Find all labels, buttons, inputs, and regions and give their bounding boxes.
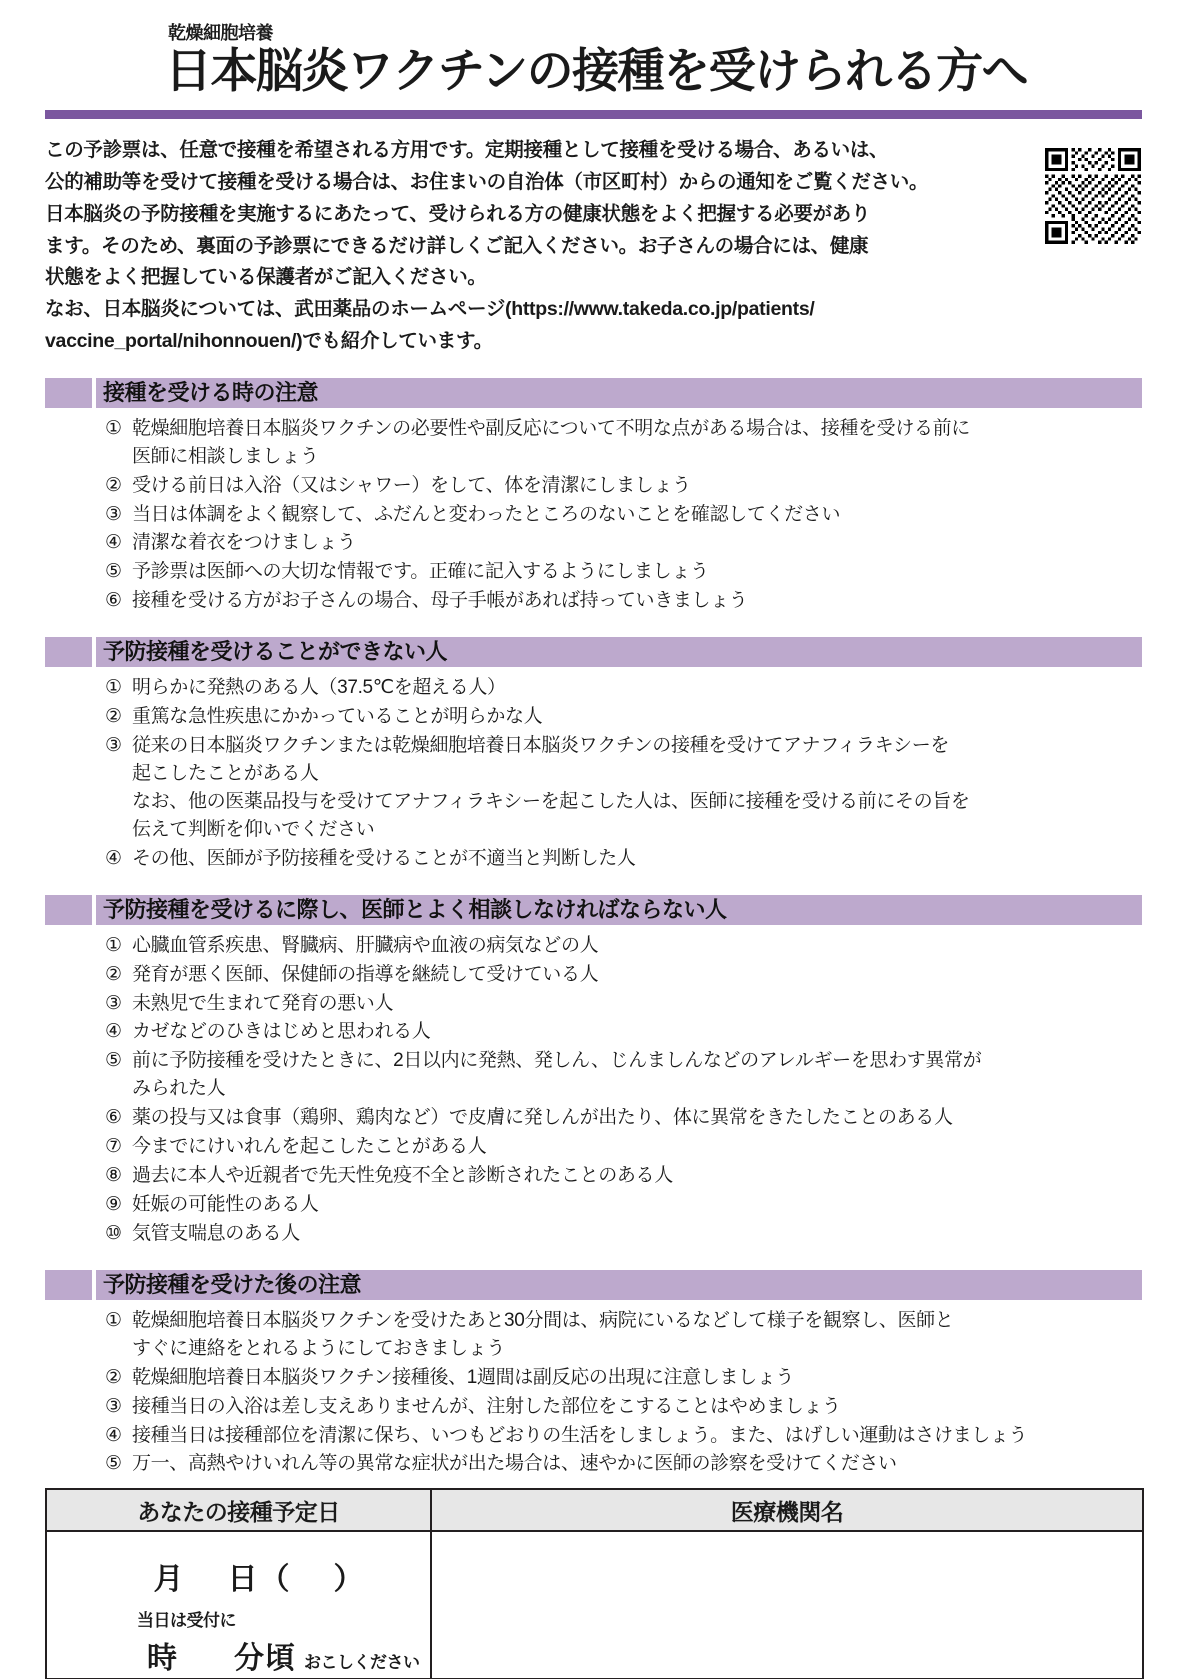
hour-label: 時 <box>147 1642 178 1675</box>
list-item-line: 乾燥細胞培養日本脳炎ワクチンの必要性や副反応について不明な点がある場合は、接種を受ける前に <box>132 417 970 439</box>
list-item <box>105 1393 1142 1421</box>
month-label: 月 <box>153 1563 186 1596</box>
section-item-list <box>45 408 1142 615</box>
list-item-line: なお、他の医薬品投与を受けてアナフィラキシーを起こした人は、医師に接種を受ける前にその旨を <box>132 790 970 812</box>
list-item-line: 気管支喘息のある人 <box>132 1222 300 1244</box>
list-item <box>105 587 1142 615</box>
list-item-line: すぐに連絡をとれるようにしておきましょう <box>132 1337 506 1359</box>
section <box>45 895 1142 1248</box>
list-item-number: ⑦ <box>105 1136 122 1158</box>
list-item-number: ③ <box>105 1395 122 1417</box>
list-item-text <box>132 587 1142 615</box>
clinic-name-cell[interactable] <box>431 1531 1143 1679</box>
schedule-table <box>45 1488 1144 1679</box>
list-item-text <box>132 1307 1142 1363</box>
section-header-bar <box>45 1270 1142 1300</box>
list-item-line: みられた人 <box>132 1078 226 1100</box>
time-entry-line[interactable] <box>47 1631 430 1677</box>
list-item-number: ④ <box>105 1424 122 1446</box>
list-item-text <box>132 732 1142 844</box>
list-item-line: 接種を受ける方がお子さんの場合、母子手帳があれば持っていきましょう <box>132 590 748 612</box>
list-item-text <box>132 1162 1142 1190</box>
intro-block <box>0 119 1187 357</box>
list-item-line: 起こしたことがある人 <box>132 763 319 784</box>
column-header-clinic-name: 医療機関名 <box>431 1489 1143 1531</box>
list-item-text <box>132 845 1142 873</box>
list-item-text <box>132 1220 1142 1248</box>
list-item <box>105 732 1142 844</box>
list-item-text <box>132 501 1142 529</box>
list-item <box>105 1018 1142 1046</box>
table-body-row <box>46 1531 1143 1679</box>
list-item <box>105 932 1142 960</box>
list-item-line: 受ける前日は入浴（又はシャワー）をして、体を清潔にしましょう <box>132 474 691 496</box>
list-item-line: 予診票は医師への大切な情報です。正確に記入するようにしましょう <box>132 561 709 583</box>
list-item-number: ⑤ <box>105 1050 122 1072</box>
list-item <box>105 1364 1142 1392</box>
intro-line: ます。そのため、裏面の予診票にできるだけ詳しくご記入ください。お子さんの場合には、健康 <box>45 234 869 257</box>
section-header-bar <box>45 895 1142 925</box>
header-divider-rule <box>45 110 1142 119</box>
list-item-line: 今までにけいれんを起こしたことがある人 <box>132 1136 487 1158</box>
list-item-number: ⑥ <box>105 590 122 612</box>
list-item-text <box>132 1450 1142 1478</box>
list-item <box>105 1191 1142 1219</box>
list-item-line: 未熟児で生まれて発育の悪い人 <box>132 992 394 1014</box>
section-swatch <box>45 378 92 408</box>
section-item-list <box>45 925 1142 1248</box>
list-item-line: 当日は体調をよく観察して、ふだんと変わったところのないことを確認してください <box>132 503 841 525</box>
list-item-line: 重篤な急性疾患にかかっていることが明らかな人 <box>132 706 543 728</box>
section-header-bar <box>45 637 1142 667</box>
list-item-line: 妊娠の可能性のある人 <box>132 1193 319 1215</box>
section-item-list <box>45 1300 1142 1479</box>
list-item <box>105 529 1142 557</box>
section <box>45 637 1142 872</box>
list-item-line: 心臓血管系疾患、腎臓病、肝臓病や血液の病気などの人 <box>132 934 599 956</box>
list-item-text <box>132 1422 1142 1450</box>
list-item-number: ② <box>105 1366 122 1388</box>
minute-label: 分頃 <box>234 1642 296 1675</box>
section-header-bar <box>45 378 1142 408</box>
section-title: 予防接種を受けるに際し、医師とよく相談しなければならない人 <box>92 895 733 925</box>
page-header <box>0 0 1187 119</box>
list-item-line: 接種当日は接種部位を清潔に保ち、いつもどおりの生活をしましょう。また、はげしい運動はさけましょう <box>132 1424 1028 1446</box>
list-item-line: 乾燥細胞培養日本脳炎ワクチン接種後、1週間は副反応の出現に注意しましょう <box>132 1366 795 1388</box>
list-item-text <box>132 961 1142 989</box>
list-item-text <box>132 415 1142 471</box>
list-item-text <box>132 1047 1142 1103</box>
list-item-number: ② <box>105 706 122 728</box>
list-item-number: ⑥ <box>105 1107 122 1129</box>
list-item <box>105 1104 1142 1132</box>
intro-line: 状態をよく把握している保護者がご記入ください。 <box>45 266 487 289</box>
appointment-date-cell[interactable] <box>46 1531 431 1679</box>
list-item-line: 医師に相談しましょう <box>132 445 319 467</box>
list-item-text <box>132 1104 1142 1132</box>
list-item-line: 発育が悪く医師、保健師の指導を継続して受けている人 <box>132 963 599 985</box>
section-swatch <box>45 1270 92 1300</box>
list-item-line: 従来の日本脳炎ワクチンまたは乾燥細胞培養日本脳炎ワクチンの接種を受けてアナフィラキシーを <box>132 735 949 757</box>
list-item <box>105 674 1142 702</box>
list-item-number: ⑤ <box>105 1453 122 1475</box>
list-item-number: ⑤ <box>105 561 122 583</box>
list-item-text <box>132 529 1142 557</box>
list-item-number: ① <box>105 1309 122 1331</box>
list-item-text <box>132 674 1142 702</box>
date-entry-line[interactable] <box>47 1532 430 1598</box>
list-item-number: ⑩ <box>105 1222 122 1244</box>
list-item-text <box>132 932 1142 960</box>
list-item-number: ① <box>105 934 122 956</box>
list-item-text <box>132 1133 1142 1161</box>
list-item-number: ① <box>105 417 122 439</box>
intro-line: 公的補助等を受けて接種を受ける場合は、お住まいの自治体（市区町村）からの通知をご覧ください。 <box>45 171 929 194</box>
intro-line: この予診票は、任意で接種を希望される方用です。定期接種として接種を受ける場合、あるいは、 <box>45 139 889 162</box>
list-item-line: 前に予防接種を受けたときに、2日以内に発熱、発しん、じんましんなどのアレルギーを思わす異常が <box>132 1050 982 1072</box>
section-swatch <box>45 895 92 925</box>
section <box>45 1270 1142 1479</box>
list-item <box>105 845 1142 873</box>
list-item-text <box>132 1364 1142 1392</box>
list-item <box>105 501 1142 529</box>
qr-code <box>1045 148 1141 244</box>
section <box>45 378 1142 615</box>
list-item-text <box>132 990 1142 1018</box>
section-swatch <box>45 637 92 667</box>
list-item-line: 乾燥細胞培養日本脳炎ワクチンを受けたあと30分間は、病院にいるなどして様子を観察し、医師と <box>132 1309 954 1331</box>
list-item-number: ① <box>105 677 122 699</box>
list-item-text <box>132 1393 1142 1421</box>
list-item-number: ④ <box>105 1021 122 1043</box>
section-title: 予防接種を受けることができない人 <box>92 637 453 667</box>
list-item-line: 薬の投与又は食事（鶏卵、鶏肉など）で皮膚に発しんが出たり、体に異常をきたしたことのある人 <box>132 1107 953 1129</box>
list-item <box>105 415 1142 471</box>
list-item-text <box>132 558 1142 586</box>
list-item <box>105 1162 1142 1190</box>
list-item-line: 伝えて判断を仰いでください <box>132 818 375 840</box>
table-header-row <box>46 1489 1143 1531</box>
list-item-number: ③ <box>105 992 122 1014</box>
section-item-list <box>45 667 1142 872</box>
day-close-paren: ） <box>333 1563 366 1596</box>
list-item-number: ② <box>105 963 122 985</box>
list-item-text <box>132 1018 1142 1046</box>
please-come-label: おこしください <box>304 1653 420 1672</box>
page-title: 日本脳炎ワクチンの接種を受けられる方へ <box>165 43 1028 97</box>
list-item <box>105 1220 1142 1248</box>
schedule-table-wrap <box>0 1488 1187 1679</box>
list-item <box>105 1133 1142 1161</box>
list-item <box>105 1422 1142 1450</box>
header-kicker: 乾燥細胞培養 <box>168 23 273 43</box>
intro-line: vaccine_portal/nihonnouen/)でも紹介しています。 <box>45 330 493 352</box>
list-item-text <box>132 703 1142 731</box>
list-item-line: その他、医師が予防接種を受けることが不適当と判断した人 <box>132 847 636 869</box>
day-label: 日（ <box>227 1563 292 1596</box>
list-item-line: 接種当日の入浴は差し支えありませんが、注射した部位をこすることはやめましょう <box>132 1395 841 1417</box>
list-item-number: ⑨ <box>105 1193 122 1215</box>
list-item <box>105 1307 1142 1363</box>
list-item-line: 万一、高熱やけいれん等の異常な症状が出た場合は、速やかに医師の診察を受けてください <box>132 1453 897 1475</box>
list-item <box>105 1047 1142 1103</box>
list-item-line: カゼなどのひきはじめと思われる人 <box>132 1021 431 1043</box>
section-title: 接種を受ける時の注意 <box>92 378 324 408</box>
list-item-line: 過去に本人や近親者で先天性免疫不全と診断されたことのある人 <box>132 1165 673 1187</box>
list-item-number: ③ <box>105 735 122 757</box>
list-item-number: ④ <box>105 847 122 869</box>
sections-container <box>0 358 1187 1479</box>
list-item-number: ② <box>105 474 122 496</box>
list-item <box>105 961 1142 989</box>
list-item-text <box>132 472 1142 500</box>
list-item <box>105 990 1142 1018</box>
list-item-number: ④ <box>105 532 122 554</box>
intro-line: 日本脳炎の予防接種を実施するにあたって、受けられる方の健康状態をよく把握する必要があり <box>45 202 871 225</box>
list-item <box>105 558 1142 586</box>
list-item <box>105 472 1142 500</box>
intro-line: なお、日本脳炎については、武田薬品のホームページ(https://www.takeda.co.jp/patients/ <box>45 298 815 321</box>
list-item-line: 清潔な着衣をつけましょう <box>132 532 356 554</box>
reception-note-label: 当日は受付に <box>137 1611 236 1630</box>
list-item-number: ③ <box>105 503 122 525</box>
intro-paragraph <box>45 135 980 357</box>
column-header-appointment-date: あなたの接種予定日 <box>46 1489 431 1531</box>
list-item-number: ⑧ <box>105 1165 122 1187</box>
section-title: 予防接種を受けた後の注意 <box>92 1270 367 1300</box>
list-item-line: 明らかに発熱のある人（37.5℃を超える人） <box>132 677 506 699</box>
list-item-text <box>132 1191 1142 1219</box>
list-item <box>105 703 1142 731</box>
list-item <box>105 1450 1142 1478</box>
